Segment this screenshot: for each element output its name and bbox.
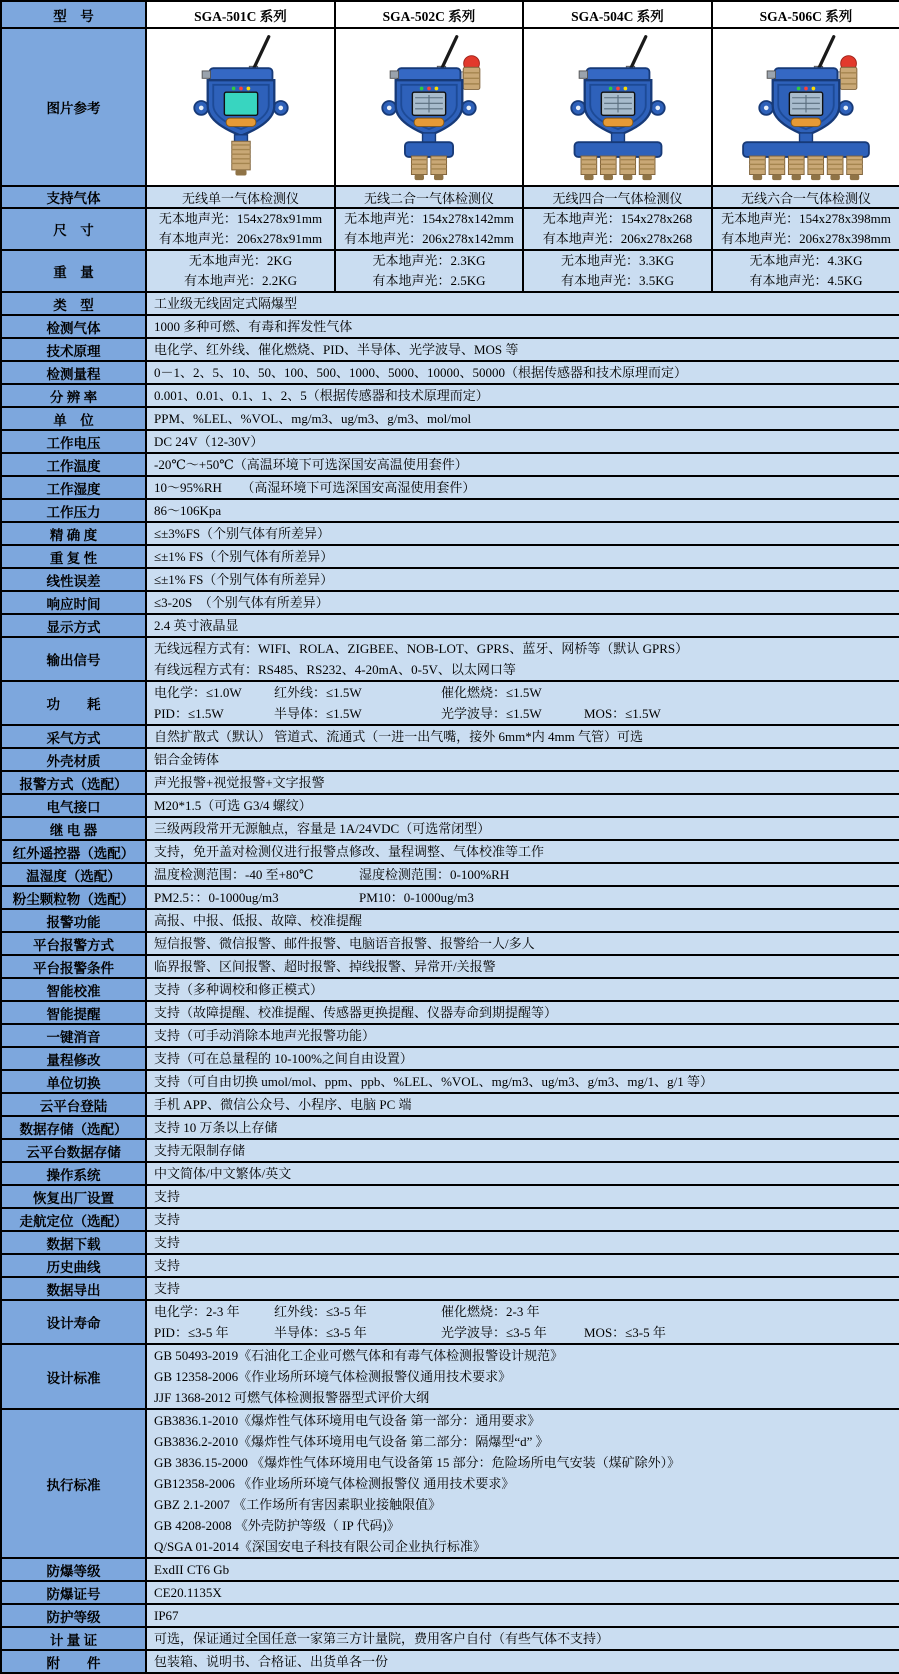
spec-row-value xyxy=(146,315,899,338)
spec-value-line: 声光报警+视觉报警+文字报警 xyxy=(154,775,325,790)
spec-row-label: 历史曲线 xyxy=(1,1254,146,1277)
spec-row xyxy=(1,794,899,817)
spec-value-line: 支持 xyxy=(154,1212,181,1227)
model-name: SGA-501C 系列 xyxy=(146,1,335,28)
spec-row xyxy=(1,522,899,545)
spec-row-value xyxy=(146,1139,899,1162)
spec-row-label: 线性误差 xyxy=(1,568,146,591)
spec-row-value xyxy=(146,1300,899,1344)
size-value xyxy=(146,208,335,250)
spec-row-label: 电气接口 xyxy=(1,794,146,817)
spec-row-value xyxy=(146,1558,899,1581)
spec-value-segment: 湿度检测范围：0-100%RH xyxy=(359,867,510,882)
spec-row xyxy=(1,1650,899,1673)
spec-row-label: 精 确 度 xyxy=(1,522,146,545)
spec-value-segment: 红外线：≤1.5W xyxy=(274,685,362,700)
spec-row-value xyxy=(146,1208,899,1231)
spec-row-value xyxy=(146,725,899,748)
spec-value-line: 86～106Kpa xyxy=(154,503,222,518)
spec-row xyxy=(1,292,899,315)
spec-row-label: 附 件 xyxy=(1,1650,146,1673)
spec-value-line: JJF 1368-2012 可燃气体检测报警器型式评价大纲 xyxy=(154,1390,430,1405)
spec-row xyxy=(1,748,899,771)
row-label-size: 尺 寸 xyxy=(1,208,146,250)
spec-value-line: 临界报警、区间报警、超时报警、掉线报警、异常开/关报警 xyxy=(154,959,496,974)
spec-row-label: 检测气体 xyxy=(1,315,146,338)
spec-value-line xyxy=(154,682,892,703)
spec-value-line: GB3836.2-2010《爆炸性气体环境用电气设备 第二部分：隔爆型“d” 》 xyxy=(154,1434,549,1449)
spec-value-line xyxy=(154,887,892,908)
spec-row-value xyxy=(146,886,899,909)
spec-row-label: 走航定位（选配） xyxy=(1,1208,146,1231)
model-name: SGA-502C 系列 xyxy=(335,1,523,28)
size-row xyxy=(1,208,899,250)
spec-value-line: 高报、中报、低报、故障、校准提醒 xyxy=(154,913,363,928)
spec-row-value xyxy=(146,1231,899,1254)
spec-row-value xyxy=(146,1047,899,1070)
spec-value-line: GB12358-2006 《作业场所环境气体检测报警仪 通用技术要求》 xyxy=(154,1476,515,1491)
weight-line: 无本地声光：4.3KG xyxy=(749,253,863,268)
spec-row-value xyxy=(146,1070,899,1093)
size-value xyxy=(335,208,523,250)
spec-row-label: 外壳材质 xyxy=(1,748,146,771)
spec-row-value xyxy=(146,840,899,863)
spec-row xyxy=(1,978,899,1001)
spec-row-value xyxy=(146,817,899,840)
spec-value-line: 0－1、2、5、10、50、100、500、1000、5000、10000、50000（根据传感器和技术原理而定） xyxy=(154,365,688,380)
spec-row-label: 报警方式（选配） xyxy=(1,771,146,794)
spec-row-value xyxy=(146,748,899,771)
spec-row xyxy=(1,886,899,909)
spec-row-value xyxy=(146,1344,899,1409)
spec-row-value xyxy=(146,1185,899,1208)
spec-value-line: 支持 xyxy=(154,1235,181,1250)
spec-row xyxy=(1,909,899,932)
spec-value-line: 支持（可自由切换 umol/mol、ppm、ppb、%LEL、%VOL、mg/m3、ug/m3、g/m3、mg/1、g/1 等） xyxy=(154,1074,713,1089)
spec-value-segment: PM10：0-1000ug/m3 xyxy=(359,890,474,905)
spec-row-value xyxy=(146,568,899,591)
gas-detector-illustration xyxy=(527,98,709,115)
weight-line: 有本地声光：3.5KG xyxy=(560,273,675,288)
spec-row-label: 继 电 器 xyxy=(1,817,146,840)
spec-row-value xyxy=(146,909,899,932)
spec-value-segment: PID：≤1.5W xyxy=(154,706,224,721)
spec-value-line: DC 24V（12-30V） xyxy=(154,434,264,449)
spec-row xyxy=(1,840,899,863)
spec-value-line: 无线远程方式有：WIFI、ROLA、ZIGBEE、NOB-LOT、GPRS、蓝牙、网桥等（默认 GPRS） xyxy=(154,641,689,656)
spec-row xyxy=(1,1581,899,1604)
spec-value-line: ≤±1% FS（个别气体有所差异） xyxy=(154,572,334,587)
spec-value-line: 有线远程方式有：RS485、RS232、4-20mA、0-5V、以太网口等 xyxy=(154,662,516,677)
spec-row-label: 云平台登陆 xyxy=(1,1093,146,1116)
spec-row-label: 报警功能 xyxy=(1,909,146,932)
spec-row-value xyxy=(146,1093,899,1116)
spec-value-line: 支持 xyxy=(154,1281,181,1296)
spec-row-value xyxy=(146,1277,899,1300)
spec-row-label: 工作电压 xyxy=(1,430,146,453)
spec-row-value xyxy=(146,384,899,407)
weight-value xyxy=(523,250,712,292)
spec-row-value xyxy=(146,1116,899,1139)
spec-row-label: 检测量程 xyxy=(1,361,146,384)
spec-row-label: 一键消音 xyxy=(1,1024,146,1047)
spec-row-value xyxy=(146,522,899,545)
spec-row-value xyxy=(146,476,899,499)
spec-row-label: 平台报警方式 xyxy=(1,932,146,955)
spec-value-segment: 电化学：2-3 年 xyxy=(154,1304,240,1319)
spec-row-value xyxy=(146,361,899,384)
weight-value xyxy=(335,250,523,292)
spec-row-label: 工作压力 xyxy=(1,499,146,522)
size-line: 无本地声光：154x278x91mm xyxy=(158,211,323,226)
spec-row-label: 功 耗 xyxy=(1,681,146,725)
spec-value-line: 支持，免开盖对检测仪进行报警点修改、量程调整、气体校准等工作 xyxy=(154,844,545,859)
spec-row-label: 温湿度（选配） xyxy=(1,863,146,886)
spec-value-line: PPM、%LEL、%VOL、mg/m3、ug/m3、g/m3、mol/mol xyxy=(154,411,472,426)
spec-row xyxy=(1,1001,899,1024)
spec-row-label: 数据导出 xyxy=(1,1277,146,1300)
spec-value-line: 电化学、红外线、催化燃烧、PID、半导体、光学波导、MOS 等 xyxy=(154,342,519,357)
size-line: 有本地声光：206x278x268 xyxy=(542,231,693,246)
spec-value-line xyxy=(154,1322,892,1343)
spec-row-value xyxy=(146,932,899,955)
spec-row-value xyxy=(146,1627,899,1650)
spec-value-line: 支持（故障提醒、校准提醒、传感器更换提醒、仪器寿命到期提醒等） xyxy=(154,1005,558,1020)
spec-row xyxy=(1,1604,899,1627)
size-line: 无本地声光：154x278x142mm xyxy=(344,211,514,226)
size-line: 有本地声光：206x278x91mm xyxy=(158,231,323,246)
spec-row xyxy=(1,1277,899,1300)
spec-value-line: -20℃～+50℃（高温环境下可选深国安高温使用套件） xyxy=(154,457,468,472)
spec-value-line: CE20.1135X xyxy=(154,1585,222,1600)
spec-row xyxy=(1,476,899,499)
spec-row xyxy=(1,430,899,453)
weight-line: 无本地声光：3.3KG xyxy=(560,253,675,268)
row-label-weight: 重 量 xyxy=(1,250,146,292)
spec-row-label: 工作温度 xyxy=(1,453,146,476)
gas-detector-illustration xyxy=(338,98,520,115)
spec-row-label: 设计标准 xyxy=(1,1344,146,1409)
product-image-sga501c xyxy=(146,28,335,186)
spec-row xyxy=(1,1047,899,1070)
spec-row xyxy=(1,1558,899,1581)
spec-row-value xyxy=(146,338,899,361)
spec-row-value xyxy=(146,863,899,886)
spec-value-segment: 温度检测范围：-40 至+80℃ xyxy=(154,867,314,882)
spec-row xyxy=(1,407,899,430)
gas-type-value: 无线四合一气体检测仪 xyxy=(523,186,712,208)
spec-row xyxy=(1,1231,899,1254)
gas-type-value: 无线二合一气体检测仪 xyxy=(335,186,523,208)
spec-value-line: 2.4 英寸液晶显 xyxy=(154,618,239,633)
spec-value-line: 支持（可手动消除本地声光报警功能） xyxy=(154,1028,376,1043)
model-name: SGA-506C 系列 xyxy=(712,1,899,28)
spec-value-line: 短信报警、微信报警、邮件报警、电脑语音报警、报警给一人/多人 xyxy=(154,936,535,951)
spec-rows-body xyxy=(1,292,899,1673)
spec-row-label: 采气方式 xyxy=(1,725,146,748)
gas-type-value: 无线六合一气体检测仪 xyxy=(712,186,899,208)
spec-row-value xyxy=(146,1162,899,1185)
spec-row-value xyxy=(146,1409,899,1558)
spec-row-label: 类 型 xyxy=(1,292,146,315)
spec-row xyxy=(1,315,899,338)
spec-row xyxy=(1,1344,899,1409)
spec-value-line xyxy=(154,864,892,885)
spec-row xyxy=(1,1409,899,1558)
spec-row-value xyxy=(146,292,899,315)
spec-value-line: GB3836.1-2010《爆炸性气体环境用电气设备 第一部分：通用要求》 xyxy=(154,1413,541,1428)
gas-detector-illustration xyxy=(715,98,897,115)
spec-row-label: 红外遥控器（选配） xyxy=(1,840,146,863)
weight-value xyxy=(712,250,899,292)
spec-row-label: 防爆等级 xyxy=(1,1558,146,1581)
weight-line: 有本地声光：2.5KG xyxy=(372,273,486,288)
spec-row xyxy=(1,499,899,522)
spec-value-line: 支持 10 万条以上存储 xyxy=(154,1120,278,1135)
spec-value-line: 自然扩散式（默认） 管道式、流通式（一进一出气嘴，接外 6mm*内 4mm 气管）可选 xyxy=(154,729,643,744)
spec-row-label: 重 复 性 xyxy=(1,545,146,568)
spec-row-value xyxy=(146,978,899,1001)
spec-row-value xyxy=(146,430,899,453)
spec-row-value xyxy=(146,1604,899,1627)
spec-row xyxy=(1,725,899,748)
spec-row xyxy=(1,955,899,978)
spec-value-line: GB 12358-2006《作业场所环境气体检测报警仪通用技术要求》 xyxy=(154,1369,512,1384)
size-value xyxy=(523,208,712,250)
spec-row xyxy=(1,1627,899,1650)
spec-row xyxy=(1,591,899,614)
spec-value-segment: 半导体：≤3-5 年 xyxy=(274,1325,367,1340)
special-rows xyxy=(1,1,899,292)
spec-value-line: 三级两段常开无源触点，容量是 1A/24VDC（可选常闭型） xyxy=(154,821,491,836)
spec-value-line: 支持（可在总量程的 10-100%之间自由设置） xyxy=(154,1051,413,1066)
product-image-sga506c xyxy=(712,28,899,186)
spec-row xyxy=(1,545,899,568)
weight-line: 有本地声光：4.5KG xyxy=(749,273,863,288)
spec-row xyxy=(1,681,899,725)
spec-value-line: 支持（多种调校和修正模式） xyxy=(154,982,324,997)
spec-value-line: IP67 xyxy=(154,1608,179,1623)
spec-row-value xyxy=(146,545,899,568)
spec-row xyxy=(1,453,899,476)
weight-row xyxy=(1,250,899,292)
spec-value-line: 可选，保证通过全国任意一家第三方计量院，费用客户自付（有些气体不支持） xyxy=(154,1631,610,1646)
row-label-images: 图片参考 xyxy=(1,28,146,186)
spec-value-line: 包装箱、说明书、合格证、出货单各一份 xyxy=(154,1654,389,1669)
spec-value-line: 支持 xyxy=(154,1258,181,1273)
spec-value-segment: 催化燃烧：2-3 年 xyxy=(441,1304,540,1319)
gas-detector-illustration xyxy=(150,98,332,115)
spec-row xyxy=(1,1070,899,1093)
model-header-row xyxy=(1,1,899,28)
size-line: 有本地声光：206x278x398mm xyxy=(721,231,891,246)
spec-value-line: 工业级无线固定式隔爆型 xyxy=(154,296,298,311)
spec-row xyxy=(1,568,899,591)
model-name: SGA-504C 系列 xyxy=(523,1,712,28)
spec-value-segment: MOS：≤3-5 年 xyxy=(584,1325,666,1340)
spec-row-value xyxy=(146,1581,899,1604)
size-value xyxy=(712,208,899,250)
spec-row xyxy=(1,1208,899,1231)
spec-value-line: GB 50493-2019《石油化工企业可燃气体和有毒气体检测报警设计规范》 xyxy=(154,1348,564,1363)
spec-row xyxy=(1,338,899,361)
spec-row-label: 分 辨 率 xyxy=(1,384,146,407)
spec-row-label: 量程修改 xyxy=(1,1047,146,1070)
spec-value-line: Q/SGA 01-2014《深国安电子科技有限公司企业执行标准》 xyxy=(154,1539,486,1554)
spec-row-label: 显示方式 xyxy=(1,614,146,637)
spec-row-label: 工作湿度 xyxy=(1,476,146,499)
product-image-sga502c xyxy=(335,28,523,186)
spec-value-line: 铝合金铸体 xyxy=(154,752,220,767)
spec-value-line: 支持无限制存储 xyxy=(154,1143,246,1158)
spec-row-value xyxy=(146,614,899,637)
spec-value-line: GB 4208-2008 《外壳防护等级（ IP 代码)》 xyxy=(154,1518,400,1533)
product-image-sga504c xyxy=(523,28,712,186)
spec-row-value xyxy=(146,637,899,681)
spec-value-line xyxy=(154,703,892,724)
spec-value-line: 中文简体/中文繁体/英文 xyxy=(154,1166,292,1181)
spec-row-value xyxy=(146,1650,899,1673)
row-label-gas: 支持气体 xyxy=(1,186,146,208)
spec-value-line: 0.001、0.01、0.1、1、2、5（根据传感器和技术原理而定） xyxy=(154,388,489,403)
spec-row-value xyxy=(146,591,899,614)
spec-row xyxy=(1,863,899,886)
row-label-model: 型 号 xyxy=(1,1,146,28)
spec-row-label: 粉尘颗粒物（选配） xyxy=(1,886,146,909)
spec-row-label: 执行标准 xyxy=(1,1409,146,1558)
spec-row-label: 防爆证号 xyxy=(1,1581,146,1604)
spec-row xyxy=(1,1162,899,1185)
supported-gas-row xyxy=(1,186,899,208)
product-image-row xyxy=(1,28,899,186)
spec-value-segment: PID：≤3-5 年 xyxy=(154,1325,229,1340)
spec-row-label: 恢复出厂设置 xyxy=(1,1185,146,1208)
spec-row-label: 计 量 证 xyxy=(1,1627,146,1650)
spec-row xyxy=(1,1139,899,1162)
spec-row-label: 技术原理 xyxy=(1,338,146,361)
spec-row xyxy=(1,637,899,681)
spec-value-line: 手机 APP、微信公众号、小程序、电脑 PC 端 xyxy=(154,1097,412,1112)
spec-row-value xyxy=(146,453,899,476)
weight-line: 无本地声光：2KG xyxy=(188,253,293,268)
spec-row-value xyxy=(146,955,899,978)
spec-row-label: 操作系统 xyxy=(1,1162,146,1185)
spec-row-label: 设计寿命 xyxy=(1,1300,146,1344)
spec-value-segment: 催化燃烧：≤1.5W xyxy=(441,685,542,700)
spec-value-line: 支持 xyxy=(154,1189,181,1204)
spec-value-line: ExdII CT6 Gb xyxy=(154,1562,230,1577)
spec-row-label: 智能提醒 xyxy=(1,1001,146,1024)
weight-line: 有本地声光：2.2KG xyxy=(183,273,298,288)
spec-value-segment: 光学波导：≤3-5 年 xyxy=(441,1325,547,1340)
spec-row xyxy=(1,932,899,955)
spec-value-segment: 光学波导：≤1.5W xyxy=(441,706,542,721)
spec-row-value xyxy=(146,771,899,794)
spec-row-label: 单位切换 xyxy=(1,1070,146,1093)
weight-line: 无本地声光：2.3KG xyxy=(372,253,486,268)
spec-value-line: GBZ 2.1-2007 《工作场所有害因素职业接触限值》 xyxy=(154,1497,442,1512)
spec-row-value xyxy=(146,407,899,430)
spec-row-label: 平台报警条件 xyxy=(1,955,146,978)
spec-value-line: 1000 多种可燃、有毒和挥发性气体 xyxy=(154,319,353,334)
spec-row xyxy=(1,1300,899,1344)
spec-row xyxy=(1,1024,899,1047)
spec-value-segment: 半导体：≤1.5W xyxy=(274,706,362,721)
spec-row-label: 数据存储（选配） xyxy=(1,1116,146,1139)
spec-value-segment: PM2.5：：0-1000ug/m3 xyxy=(154,890,279,905)
spec-row-label: 单 位 xyxy=(1,407,146,430)
spec-row-label: 防护等级 xyxy=(1,1604,146,1627)
spec-value-line: M20*1.5（可选 G3/4 螺纹） xyxy=(154,798,312,813)
spec-row-value xyxy=(146,681,899,725)
spec-value-line: GB 3836.15-2000 《爆炸性气体环境用电气设备第 15 部分：危险场所电气安装（煤矿除外）》 xyxy=(154,1455,681,1470)
spec-row-value xyxy=(146,1024,899,1047)
spec-value-line: 10～95%RH （高湿环境下可选深国安高湿使用套件） xyxy=(154,480,476,495)
spec-row-label: 输出信号 xyxy=(1,637,146,681)
spec-row xyxy=(1,1185,899,1208)
spec-row xyxy=(1,817,899,840)
spec-row xyxy=(1,614,899,637)
spec-value-line: ≤3-20S （个别气体有所差异） xyxy=(154,595,329,610)
spec-row xyxy=(1,1093,899,1116)
spec-value-line: ≤±1% FS（个别气体有所差异） xyxy=(154,549,334,564)
spec-row xyxy=(1,361,899,384)
size-line: 无本地声光：154x278x268 xyxy=(542,211,693,226)
spec-row xyxy=(1,771,899,794)
spec-row-value xyxy=(146,1254,899,1277)
spec-row xyxy=(1,384,899,407)
spec-value-segment: 电化学：≤1.0W xyxy=(154,685,242,700)
spec-row-value xyxy=(146,794,899,817)
size-line: 有本地声光：206x278x142mm xyxy=(344,231,514,246)
spec-row-value xyxy=(146,1001,899,1024)
spec-value-segment: MOS：≤1.5W xyxy=(584,706,661,721)
spec-row-label: 响应时间 xyxy=(1,591,146,614)
spec-row xyxy=(1,1116,899,1139)
size-line: 无本地声光：154x278x398mm xyxy=(721,211,891,226)
spec-value-line: ≤±3%FS（个别气体有所差异） xyxy=(154,526,331,541)
weight-value xyxy=(146,250,335,292)
spec-row-label: 云平台数据存储 xyxy=(1,1139,146,1162)
spec-value-segment: 红外线：≤3-5 年 xyxy=(274,1304,367,1319)
spec-row-value xyxy=(146,499,899,522)
spec-row-label: 数据下载 xyxy=(1,1231,146,1254)
spec-row-label: 智能校准 xyxy=(1,978,146,1001)
gas-type-value: 无线单一气体检测仪 xyxy=(146,186,335,208)
spec-value-line xyxy=(154,1301,892,1322)
spec-row xyxy=(1,1254,899,1277)
